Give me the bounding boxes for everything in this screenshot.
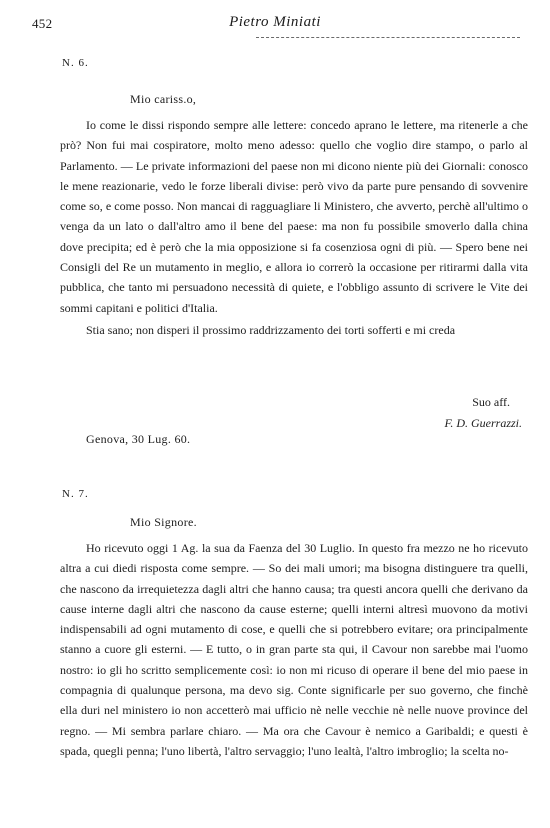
letter-6-place-date: Genova, 30 Lug. 60. [86, 432, 191, 446]
letter-7-salutation: Mio Signore. [130, 515, 197, 529]
letter-7-number: N. 7. [62, 488, 89, 500]
letter-6-salutation: Mio cariss.o, [130, 92, 197, 106]
page-header [30, 14, 520, 36]
header-rule [256, 37, 520, 38]
running-title: Pietro Miniati [229, 14, 321, 30]
letter-6-paragraph: Stia sano; non disperi il prossimo raddrizzamento dei torti sofferti e mi creda [86, 322, 456, 337]
page-number: 452 [32, 16, 53, 31]
letter-7-paragraph: Ho ricevuto oggi 1 Ag. la sua da Faenza del 30 Luglio. In questo fra mezzo ne ho ricevuto altra a cui diedi risposta come sempre. — So dei mali umori; ma bisogna distinguere tra quelli, che nascono da irrequietezza dagli altri che hanno causa; tra questi ancora quelli che derivano da cause interne dagli altri che nascono da cause esterne; quelli interni altresì muovono da motivi indispensabili ad ogni mutamento di cose, e quelli che si potrebbero evitare; ora principalmente stanno a cuore gli esterni. — E tutto, o in gran parte sta qui, il Cavour non sarebbe mai l'uomo nostro: io gli ho scritto semplicemente così: io non mi ricuso di operare il bene del mio paese in compagnia di qualunque persona, ma devo sig. Conte significarle per suo governo, che finchè ella duri nel ministero io non accetterò mai ufficio nè nelle vecchie nè nelle nuove province del regno. — Mi sembra parlare chiaro. — Ma ora che Cavour è nemico a Garibaldi; e questi è spada, quegli penna; l'uno libertà, l'altro servaggio; l'uno lealtà, l'altro imbroglio; la scelta no- [60, 541, 528, 758]
letter-7-body [60, 538, 528, 761]
letter-6-number: N. 6. [62, 57, 89, 69]
letter-6-body [60, 115, 528, 340]
letter-6-paragraph: Io come le dissi rispondo sempre alle lettere: concedo aprano le lettere, ma ritenerle a che prò? Non fui mai cospiratore, molto meno adesso: quello che voglio dire stampo, o parlo al Parlamento. — Le private informazioni del paese non mi dicono niente più dei Giornali: conosco le mene reazionarie, vedo le forze liberali divise: però vivo da parte pure pensando di sovvenire come so, e come posso. Non mancai di ragguagliare li Ministero, che avverto, perchè all'ultimo o venga da un lato o dall'altro amo il bene del paese: ma non fu possibile smoverlo dalla china dove precipita; ed è però che la mia opposizione si fa cosenziosa ogni di più. — Spero bene nei Consigli del Re un mutamento in meglio, e allora io correrò la occasione per ritirarmi dalla vita pubblica, che tanto mi persuadono necessità di quiete, e l'obbligo assunto di scrivere le Vite dei sommi capitani e politici d'Italia. [60, 118, 528, 315]
letter-6-closing: Suo aff. [472, 395, 510, 409]
letter-6-signature: F. D. Guerrazzi. [444, 416, 522, 430]
